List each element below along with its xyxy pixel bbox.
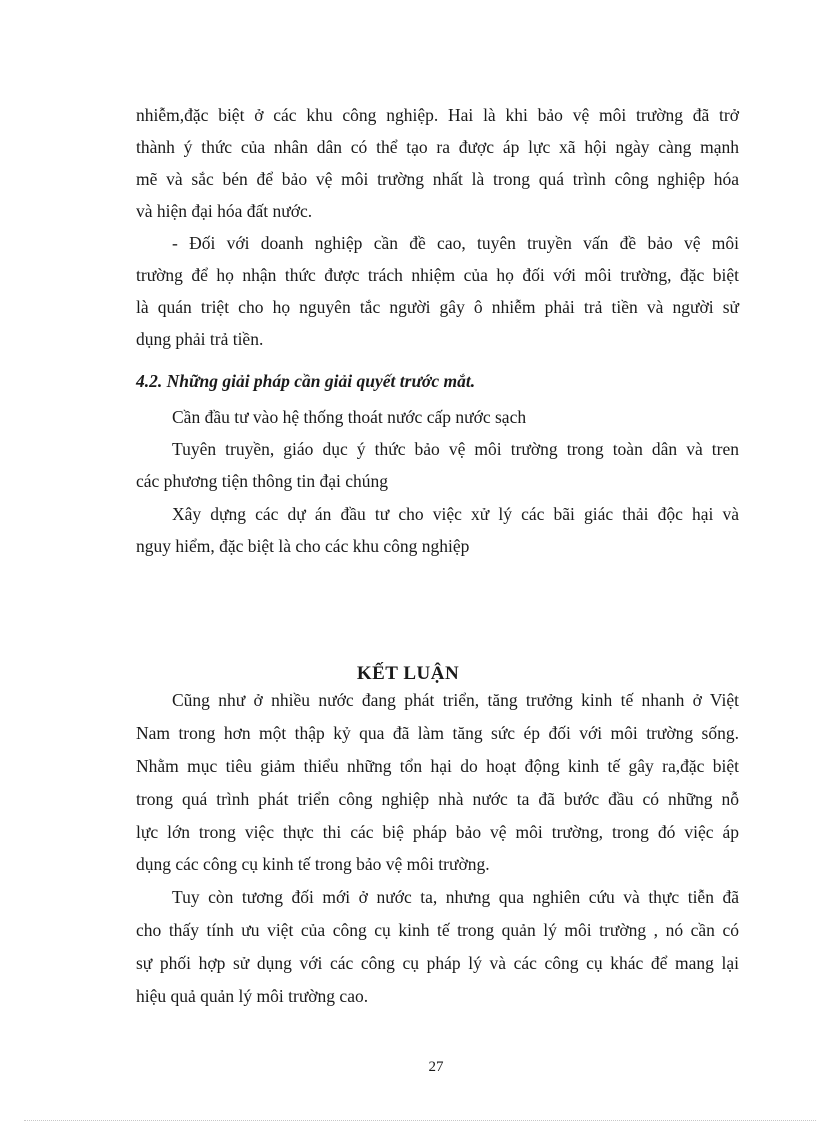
paragraph-line: - Đối với doanh nghiệp cần đề cao, tuyên truyền vấn đề bảo vệ môi — [172, 233, 739, 253]
paragraph-line: và hiện đại hóa đất nước. — [136, 201, 313, 221]
paragraph-line: trong quá trình phát triển công nghiệp nhà nước ta đã bước đầu có những nỗ — [136, 789, 739, 809]
paragraph-line: hiệu quả quản lý môi trường cao. — [136, 986, 369, 1006]
solution-item: Tuyên truyền, giáo dục ý thức bảo vệ môi trường trong toàn dân và tren — [172, 439, 739, 459]
paragraph-line: cho thấy tính ưu việt của công cụ kinh tế trong quản lý môi trường , nó cần có — [136, 920, 739, 940]
solution-item: Xây dựng các dự án đầu tư cho việc xử lý các bãi giác thải độc hại và — [172, 504, 739, 524]
solution-item: Cần đầu tư vào hệ thống thoát nước cấp nước sạch — [172, 407, 527, 427]
paragraph-line: Nhằm mục tiêu giảm thiểu những tổn hại do hoạt động kinh tế gây ra,đặc biệt — [136, 756, 739, 776]
paragraph-line: Tuy còn tương đối mới ở nước ta, nhưng qua nghiên cứu và thực tiễn đã — [172, 887, 739, 907]
conclusion-title: KẾT LUẬN — [356, 663, 460, 684]
paragraph-line: lực lớn trong việc thực thi các biệ pháp bảo vệ môi trường, trong đó việc áp — [136, 822, 739, 842]
paragraph-line: thành ý thức của nhân dân có thể tạo ra được áp lực xã hội ngày càng mạnh — [136, 137, 739, 157]
paragraph-line: nguy hiểm, đặc biệt là cho các khu công nghiệp — [136, 536, 470, 556]
paragraph-line: các phương tiện thông tin đại chúng — [136, 471, 389, 491]
paragraph-line: dụng các công cụ kinh tế trong bảo vệ môi trường. — [136, 854, 490, 874]
paragraph-line: mẽ và sắc bén để bảo vệ môi trường nhất là trong quá trình công nghiệp hóa — [136, 169, 739, 189]
paragraph-line: Cũng như ở nhiều nước đang phát triển, tăng trưởng kinh tế nhanh ở Việt — [172, 690, 739, 710]
paragraph-line: sự phối hợp sử dụng với các công cụ pháp lý và các công cụ khác để mang lại — [136, 953, 739, 973]
section-heading: 4.2. Những giải pháp cần giải quyết trước mắt. — [136, 371, 476, 391]
page-number: 27 — [428, 1059, 444, 1075]
page-bottom-divider — [24, 1120, 816, 1121]
paragraph-line: Nam trong hơn một thập kỷ qua đã làm tăng sức ép đối với môi trường sống. — [136, 723, 739, 743]
paragraph-line: trường để họ nhận thức được trách nhiệm của họ đối với môi trường, đặc biệt — [136, 265, 739, 285]
paragraph-line: dụng phải trả tiền. — [136, 329, 264, 349]
paragraph-line: là quán triệt cho họ nguyên tắc người gây ô nhiễm phải trả tiền và người sử — [136, 297, 739, 317]
paragraph-line: nhiễm,đặc biệt ở các khu công nghiệp. Hai là khi bảo vệ môi trường đã trở — [136, 105, 739, 125]
